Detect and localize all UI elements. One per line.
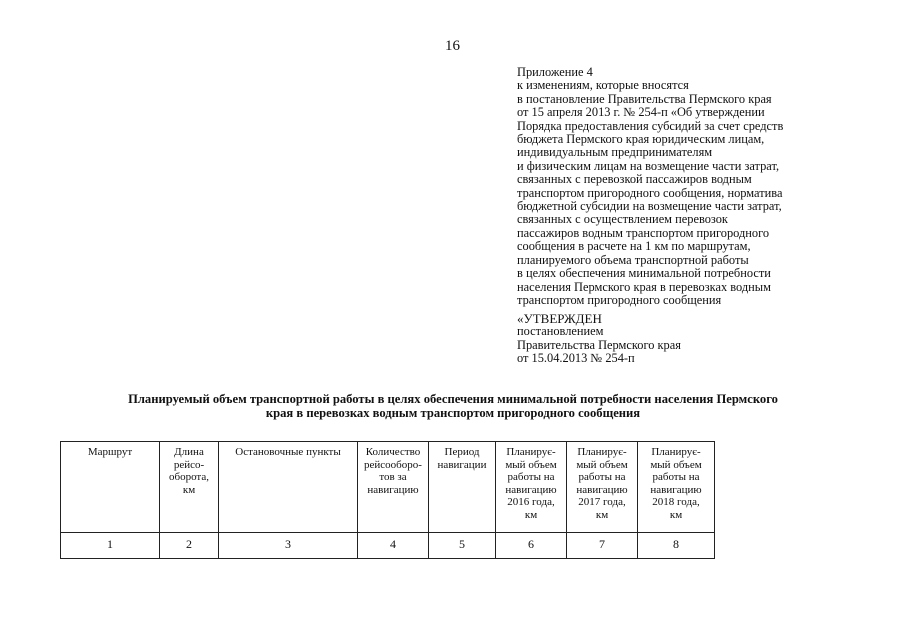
header-line: тов за — [379, 471, 407, 484]
approved-title: «УТВЕРЖДЕН — [517, 311, 602, 326]
appendix-line: Порядка предоставления субсидий за счет средств — [517, 118, 784, 133]
approved-line: Правительства Пермского края — [517, 337, 681, 352]
header-stops — [219, 442, 358, 533]
approved-line: от 15.04.2013 № 254-п — [517, 351, 635, 366]
column-number: 2 — [160, 533, 219, 559]
column-number: 1 — [61, 533, 160, 559]
appendix-line: бюджета Пермского края юридическим лицам, — [517, 132, 765, 147]
header-line: работы на — [578, 471, 626, 484]
header-line: км — [669, 508, 683, 521]
header-line: Планирує- — [577, 446, 627, 458]
header-line: Планирує- — [651, 446, 701, 458]
header-line: рейсооборо- — [364, 458, 422, 471]
approved-line: постановлением — [517, 324, 604, 339]
header-line: Длина — [174, 446, 204, 458]
appendix-line: транспортом пригородного сообщения — [517, 292, 722, 307]
appendix-line: от 15 апреля 2013 г. № 254-п «Об утверждении — [517, 105, 765, 120]
appendix-line: в целях обеспечения минимальной потребности — [517, 266, 771, 281]
column-number: 5 — [429, 533, 496, 559]
appendix-line: бюджетной субсидии на возмещение части затрат, — [517, 199, 782, 214]
document-title-line: края в перевозках водным транспортом пригородного сообщения — [265, 406, 641, 420]
header-line: 2016 года, — [507, 496, 555, 509]
header-turnover-length — [160, 442, 219, 533]
column-number: 3 — [219, 533, 358, 559]
header-line: Количество — [365, 446, 421, 458]
header-line: км — [524, 508, 538, 521]
header-volume-2016 — [496, 442, 567, 533]
header-line: мый объем — [576, 458, 628, 471]
column-number: 7 — [567, 533, 638, 559]
appendix-line: сообщения в расчете на 1 км по маршрутам, — [517, 239, 751, 254]
routes-table — [60, 441, 715, 559]
header-line: мый объем — [505, 458, 557, 471]
column-number: 6 — [496, 533, 567, 559]
header-line: навигацию — [367, 483, 419, 496]
header-line: навигацию — [650, 483, 702, 496]
column-number-row — [61, 533, 715, 559]
page-number: 16 — [445, 38, 460, 54]
header-line: навигации — [437, 458, 487, 471]
appendix-line: транспортом пригородного сообщения, норматива — [517, 185, 783, 200]
header-volume-2017 — [567, 442, 638, 533]
column-number: 4 — [358, 533, 429, 559]
header-line: км — [182, 483, 196, 496]
header-line: мый объем — [650, 458, 702, 471]
header-route — [61, 442, 160, 533]
appendix-line: связанных с перевозкой пассажиров водным — [517, 172, 752, 187]
appendix-line: и физическим лицам на возмещение части затрат, — [517, 158, 780, 173]
table-header-row — [61, 442, 715, 533]
header-line: работы на — [507, 471, 555, 484]
header-line: Маршрут — [87, 446, 133, 458]
header-line: Период — [444, 446, 480, 458]
header-line: Остановочные пункты — [235, 446, 341, 458]
approval-stamp — [517, 312, 857, 366]
header-line: км — [595, 508, 609, 521]
header-line: 2018 года, — [652, 496, 700, 509]
header-line: работы на — [652, 471, 700, 484]
appendix-line: пассажиров водным транспортом пригородного — [517, 225, 770, 240]
appendix-line: к изменениям, которые вносятся — [517, 78, 689, 93]
header-line: Планирує- — [506, 446, 556, 458]
appendix-line: населения Пермского края в перевозках водным — [517, 279, 771, 294]
appendix-line: планируемого объема транспортной работы — [517, 252, 749, 267]
header-turnover-count — [358, 442, 429, 533]
header-line: 2017 года, — [578, 496, 626, 509]
document-title-line: Планируемый объем транспортной работы в целях обеспечения минимальной потребности населения Пермского — [128, 392, 778, 406]
header-line: рейсо- — [173, 458, 205, 471]
column-number: 8 — [638, 533, 715, 559]
appendix-line: в постановление Правительства Пермского края — [517, 91, 772, 106]
header-line: оборота, — [168, 471, 210, 484]
appendix-line: связанных с осуществлением перевозок — [517, 212, 728, 227]
appendix-block — [517, 66, 857, 307]
header-navigation-period — [429, 442, 496, 533]
header-line: навигацию — [576, 483, 628, 496]
document-title — [40, 392, 866, 420]
header-volume-2018 — [638, 442, 715, 533]
appendix-line: индивидуальным предпринимателям — [517, 145, 713, 160]
appendix-line: Приложение 4 — [517, 65, 593, 79]
header-line: навигацию — [505, 483, 557, 496]
